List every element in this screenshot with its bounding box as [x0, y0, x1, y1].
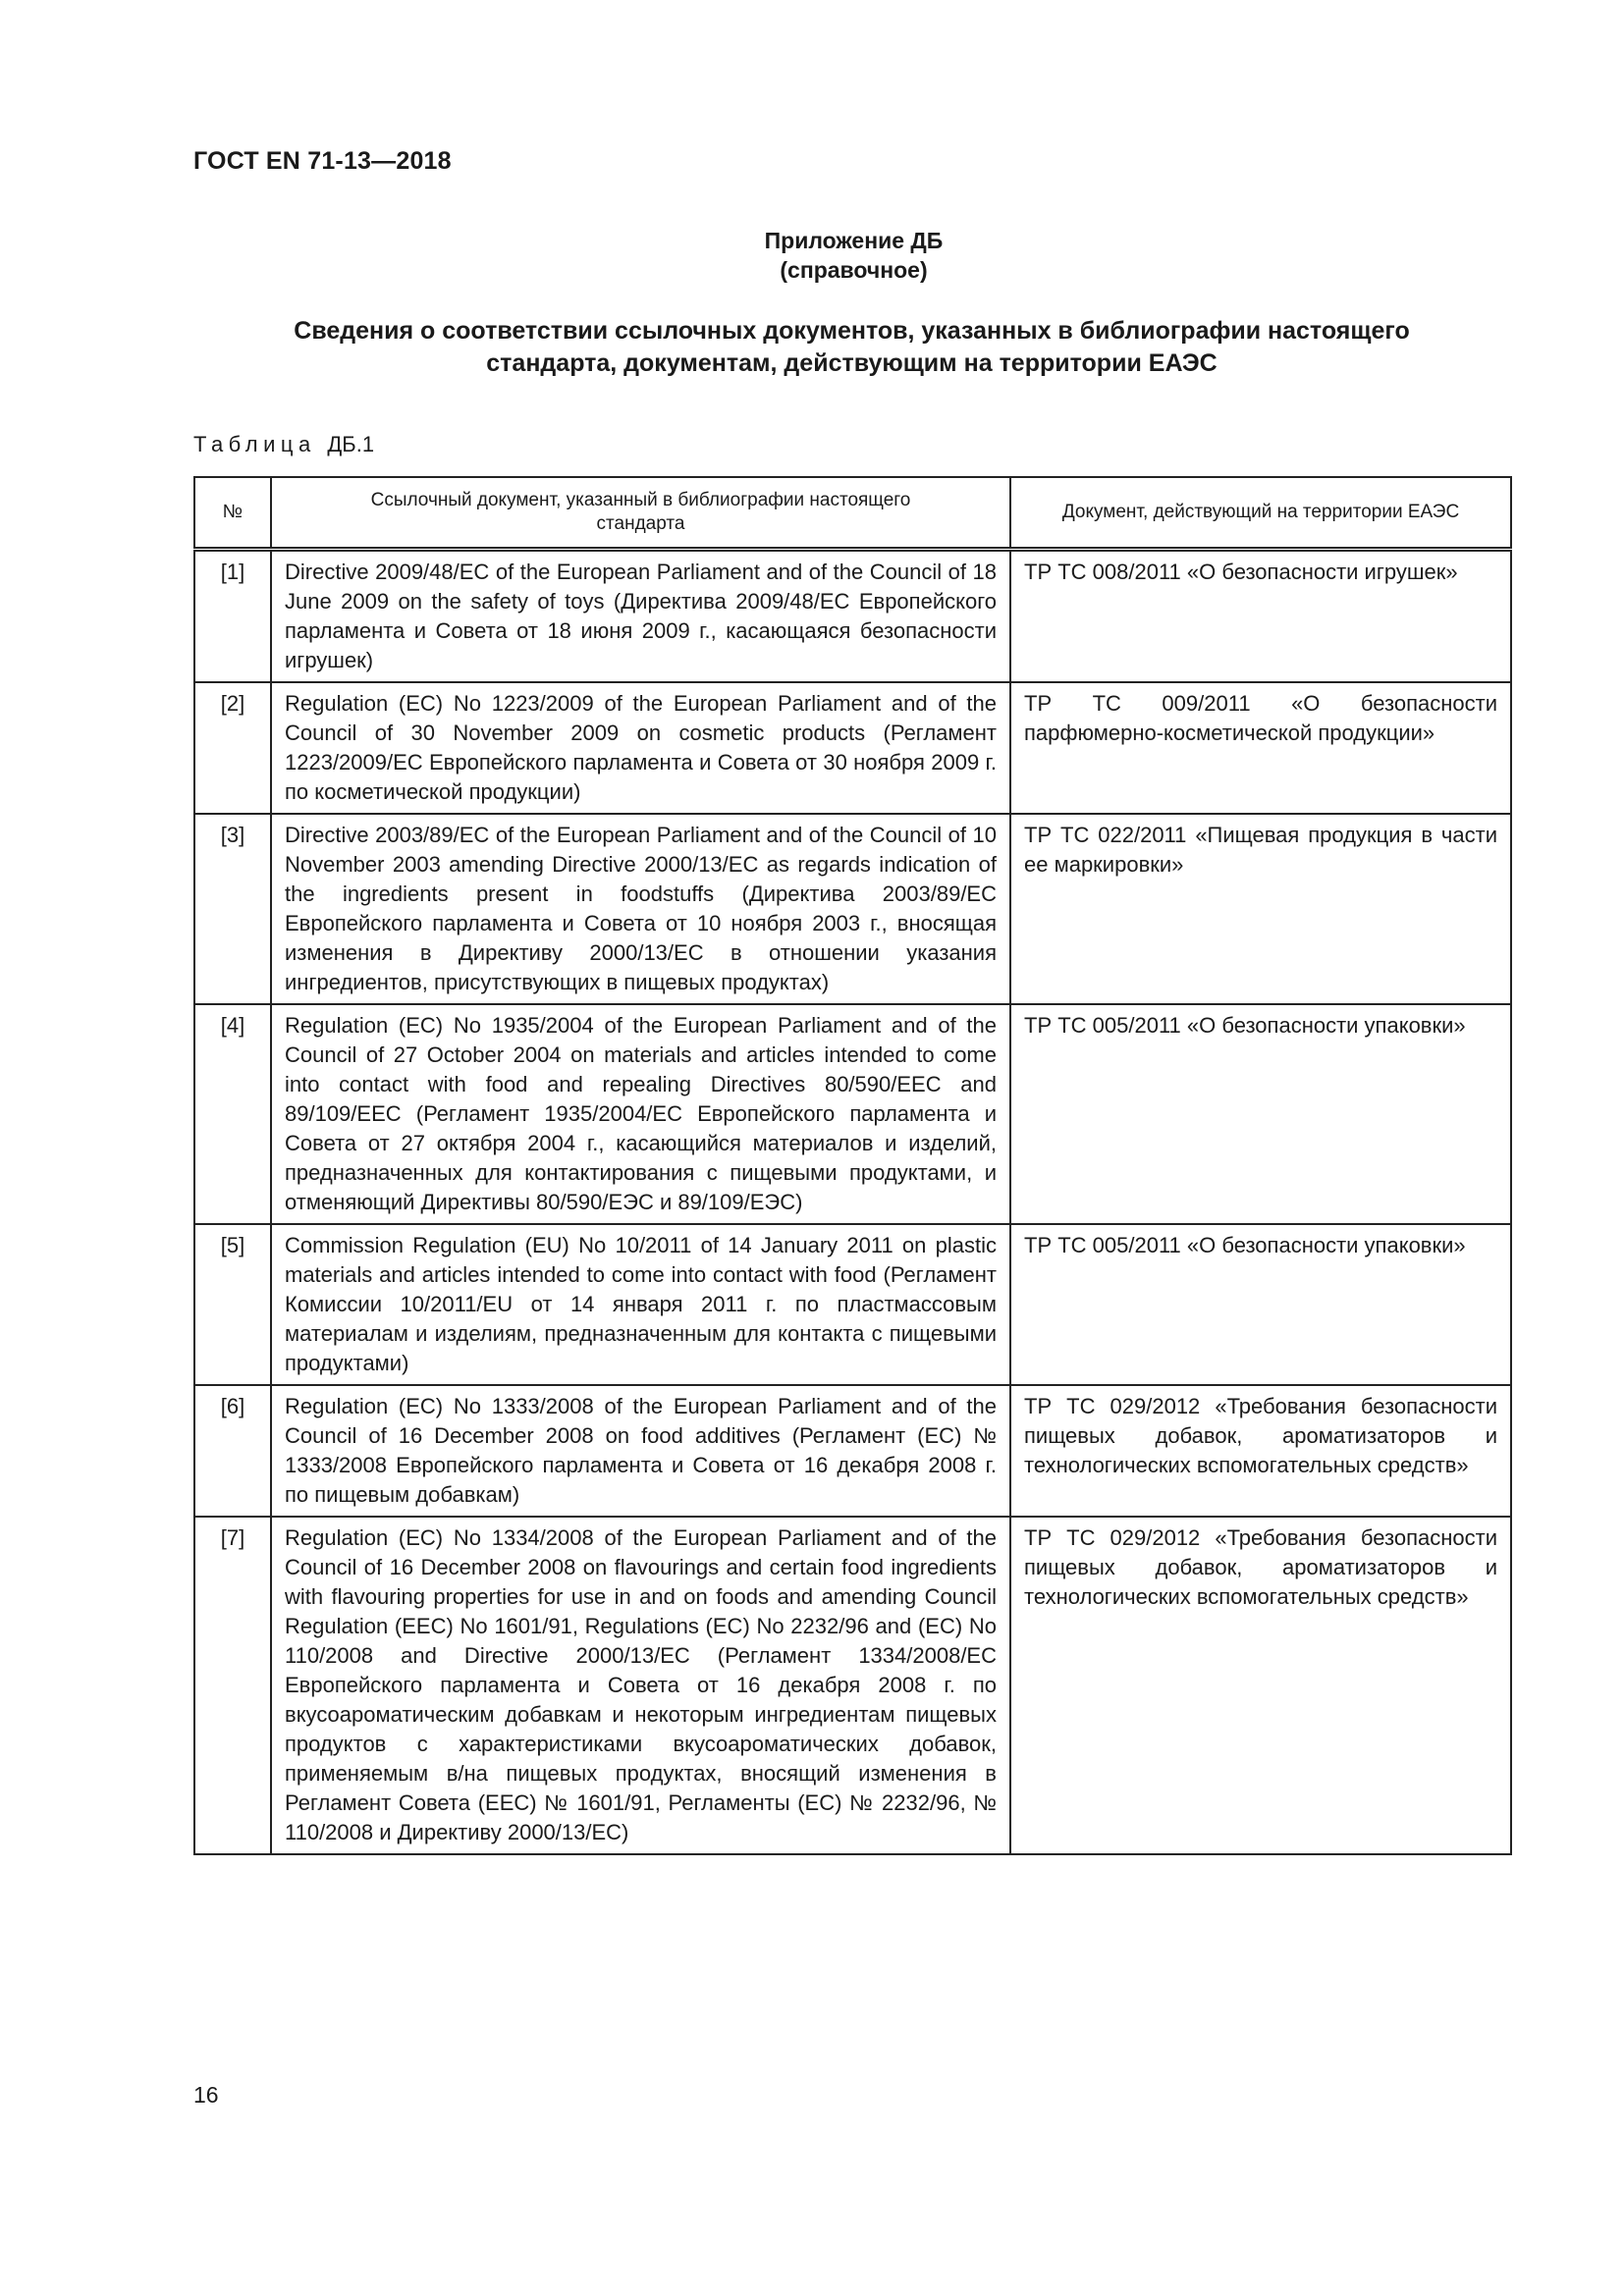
section-heading-line-1: Сведения о соответствии ссылочных документов, указанных в библиографии настоящего: [294, 317, 1410, 345]
row-reference-document: Commission Regulation (EU) No 10/2011 of 14 January 2011 on plastic materials and articles intended to come into contact with food (Регламент Комиссии 10/2011/EU от 14 января 2011 г. по пластмассовым материалам и изделиям, предназначенным для контакта с пищевыми продуктами): [271, 1224, 1010, 1385]
section-heading: [193, 315, 1510, 380]
annex-title: Приложение ДБ: [764, 228, 944, 253]
table-row: [194, 682, 1511, 814]
row-number: [6]: [194, 1385, 271, 1517]
annex-title-block: [0, 226, 1624, 285]
row-eaeu-document: ТР ТС 005/2011 «О безопасности упаковки»: [1010, 1224, 1511, 1385]
row-reference-document: Regulation (EC) No 1935/2004 of the European Parliament and of the Council of 27 October 2004 on materials and articles intended to come into contact with food and repealing Directives 80/590/EEC and 89/109/EEC (Регламент 1935/2004/ЕС Европейского парламента и Совета от 27 октября 2004 г., касающийся материалов и изделий, предназначенных для контактирования с пищевыми продуктами, и отменяющий Директивы 80/590/ЕЭС и 89/109/ЕЭС): [271, 1004, 1010, 1224]
table-row: [194, 1004, 1511, 1224]
row-reference-document: Regulation (EC) No 1223/2009 of the European Parliament and of the Council of 30 November 2009 on cosmetic products (Регламент 1223/2009/ЕС Европейского парламента и Совета от 30 ноября 2009 г. по косметической продукции): [271, 682, 1010, 814]
document-code: ГОСТ EN 71-13—2018: [193, 147, 452, 175]
header-eaeu-document: Документ, действующий на территории ЕАЭС: [1010, 477, 1511, 550]
row-number: [3]: [194, 814, 271, 1004]
row-number: [5]: [194, 1224, 271, 1385]
reference-correspondence-table: [193, 476, 1512, 1855]
table-row: [194, 550, 1511, 683]
section-heading-line-2: стандарта, документам, действующим на территории ЕАЭС: [486, 349, 1218, 377]
table-header-row: [194, 477, 1511, 550]
page-number: 16: [193, 2082, 219, 2108]
table-caption-label: Таблица: [193, 432, 316, 456]
row-number: [7]: [194, 1517, 271, 1854]
header-reference-document-line-2: стандарта: [596, 513, 685, 534]
header-number: №: [194, 477, 271, 550]
table-row: [194, 1385, 1511, 1517]
row-eaeu-document: ТР ТС 029/2012 «Требования безопасности пищевых добавок, ароматизаторов и технологических вспомогательных средств»: [1010, 1517, 1511, 1854]
row-reference-document: Directive 2009/48/EC of the European Parliament and of the Council of 18 June 2009 on the safety of toys (Директива 2009/48/ЕС Европейского парламента и Совета от 18 июня 2009 г., касающаяся безопасности игрушек): [271, 550, 1010, 683]
row-number: [4]: [194, 1004, 271, 1224]
row-eaeu-document: ТР ТС 009/2011 «О безопасности парфюмерно-косметической продукции»: [1010, 682, 1511, 814]
row-eaeu-document: ТР ТС 008/2011 «О безопасности игрушек»: [1010, 550, 1511, 683]
row-eaeu-document: ТР ТС 029/2012 «Требования безопасности пищевых добавок, ароматизаторов и технологических вспомогательных средств»: [1010, 1385, 1511, 1517]
row-reference-document: Regulation (EC) No 1333/2008 of the European Parliament and of the Council of 16 December 2008 on food additives (Регламент (ЕС) № 1333/2008 Европейского парламента и Совета от 16 декабря 2008 г. по пищевым добавкам): [271, 1385, 1010, 1517]
table-caption: [193, 432, 374, 457]
header-reference-document: [271, 477, 1010, 550]
table-row: [194, 814, 1511, 1004]
row-reference-document: Directive 2003/89/EC of the European Parliament and of the Council of 10 November 2003 amending Directive 2000/13/EC as regards indication of the ingredients present in foodstuffs (Директива 2003/89/ЕС Европейского парламента и Совета от 10 ноября 2003 г., вносящая изменения в Директиву 2000/13/ЕС в отношении указания ингредиентов, присутствующих в пищевых продуктах): [271, 814, 1010, 1004]
row-reference-document: Regulation (EC) No 1334/2008 of the European Parliament and of the Council of 16 December 2008 on flavourings and certain food ingredients with flavouring properties for use in and on foods and amending Council Regulation (EEC) No 1601/91, Regulations (EC) No 2232/96 and (EC) No 110/2008 and Directive 2000/13/EC (Регламент 1334/2008/ЕС Европейского парламента и Совета от 16 декабря 2008 г. по вкусоароматическим добавкам и некоторым ингредиентам пищевых продуктов с характеристиками вкусоароматических добавок, применяемым в/на пищевых продуктах, вносящий изменения в Регламент Совета (ЕЕС) № 1601/91, Регламенты (ЕС) № 2232/96, № 110/2008 и Директиву 2000/13/ЕС): [271, 1517, 1010, 1854]
row-eaeu-document: ТР ТС 022/2011 «Пищевая продукция в части ее маркировки»: [1010, 814, 1511, 1004]
row-number: [2]: [194, 682, 271, 814]
row-eaeu-document: ТР ТС 005/2011 «О безопасности упаковки»: [1010, 1004, 1511, 1224]
table-row: [194, 1224, 1511, 1385]
table-caption-number: ДБ.1: [327, 432, 375, 456]
annex-type: (справочное): [780, 257, 928, 283]
table-row: [194, 1517, 1511, 1854]
row-number: [1]: [194, 550, 271, 683]
header-reference-document-line-1: Ссылочный документ, указанный в библиографии настоящего: [370, 490, 911, 510]
